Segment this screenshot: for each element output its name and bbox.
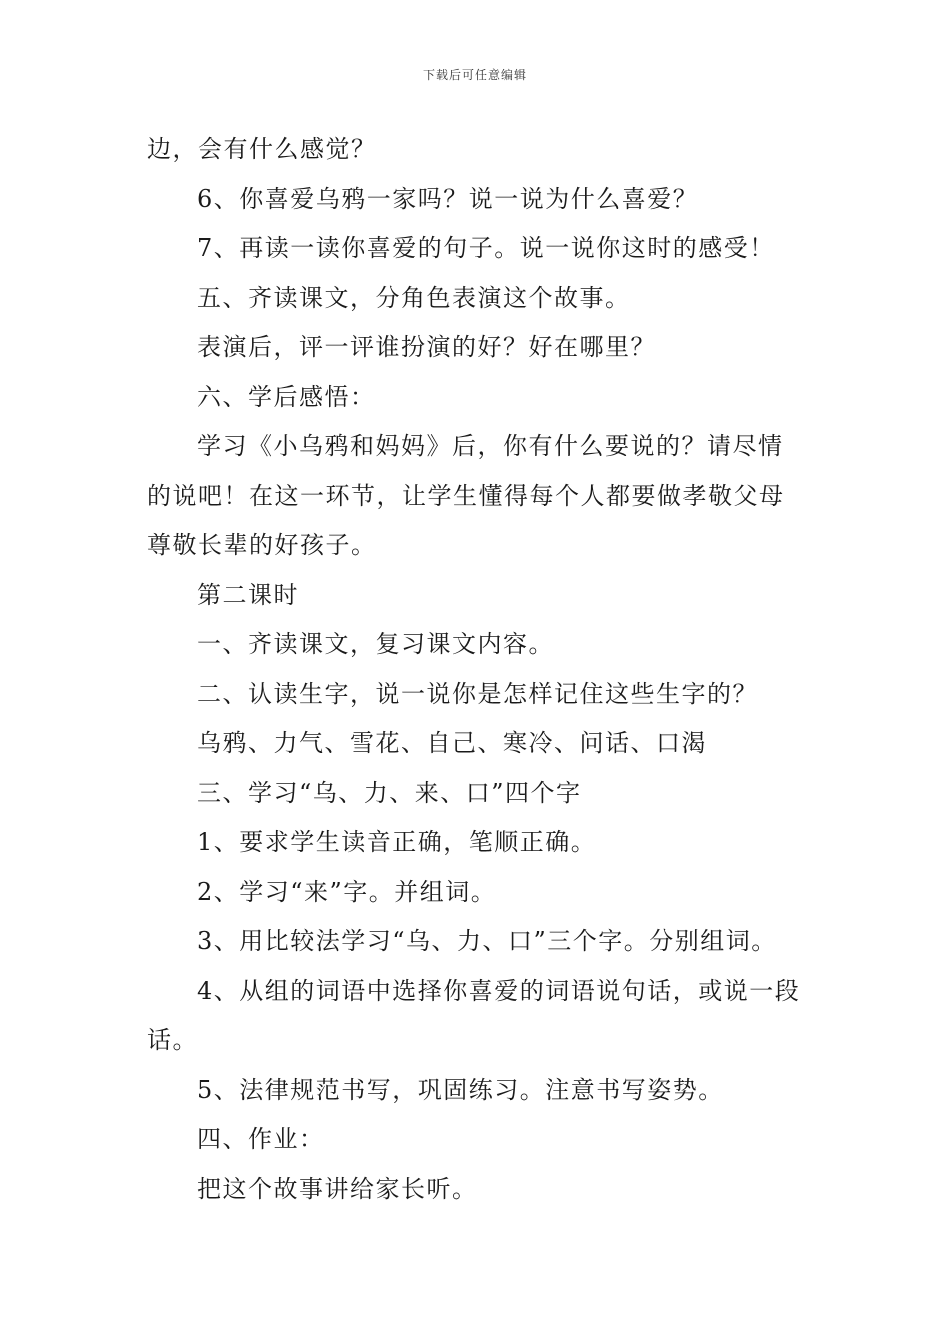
paragraph: 4、从组的词语中选择你喜爱的词语说句话，或说一段话。 (147, 976, 801, 1054)
paragraph: 三、学习“乌、力、来、口”四个字 (197, 778, 582, 807)
paragraph: 四、作业： (197, 1125, 325, 1153)
paragraph: 7、再读一读你喜爱的句子。说一说你这时的感受！ (197, 234, 775, 262)
paragraph: 边，会有什么感觉？ (147, 135, 377, 163)
paragraph: 把这个故事讲给家长听。 (197, 1174, 478, 1203)
paragraph: 表演后，评一评谁扮演的好？好在哪里？ (197, 333, 656, 361)
document-body (147, 125, 807, 1214)
paragraph: 二、认读生字，说一说你是怎样记住这些生字的？ (197, 679, 758, 708)
paragraph: 一、齐读课文，复习课文内容。 (197, 630, 554, 658)
paragraph: 3、用比较法学习“乌、力、口”三个字。分别组词。 (197, 927, 777, 955)
paragraph: 乌鸦、力气、雪花、自己、寒冷、问话、口渴 (197, 729, 707, 757)
paragraph: 六、学后感悟： (197, 382, 376, 411)
paragraph: 学习《小乌鸦和妈妈》后，你有什么要说的？请尽情的说吧！在这一环节，让学生懂得每个人都要做孝敬父母尊敬长辈的好孩子。 (147, 432, 785, 559)
paragraph: 2、学习“来”字。并组词。 (197, 877, 497, 906)
paragraph: 6、你喜爱乌鸦一家吗？说一说为什么喜爱？ (197, 184, 699, 213)
paragraph: 1、要求学生读音正确，笔顺正确。 (197, 828, 597, 856)
section-heading: 第二课时 (197, 580, 299, 609)
paragraph: 五、齐读课文，分角色表演这个故事。 (197, 283, 631, 312)
paragraph: 5、法律规范书写，巩固练习。注意书写姿势。 (197, 1075, 724, 1104)
page-header: 下载后可任意编辑 (422, 68, 527, 82)
